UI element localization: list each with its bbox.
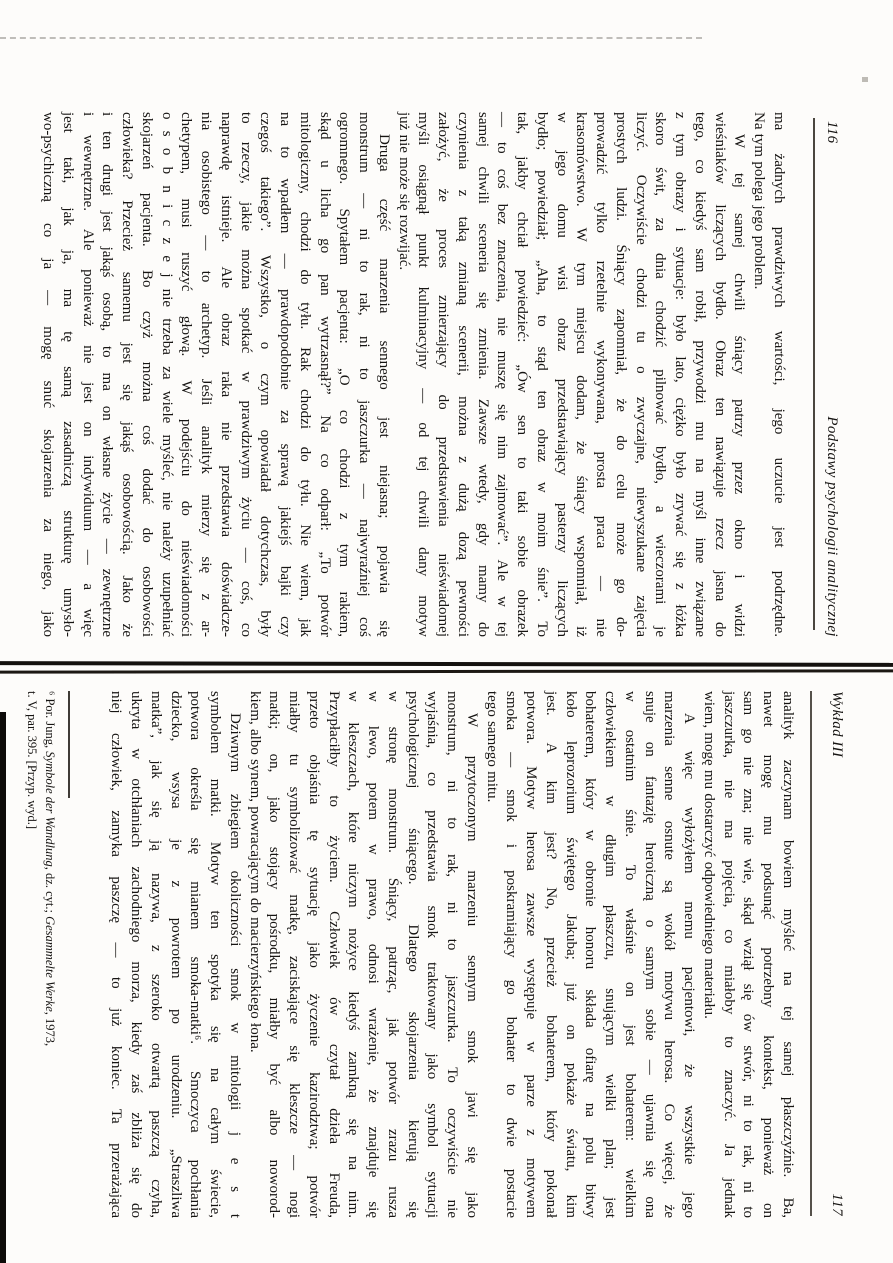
text-line: wyjaśnia, co przedstawia smok traktowany jako symbol sytuacji <box>424 691 441 1218</box>
footnote-line: t. V, par. 395. [Przyp. wyd.] <box>25 691 39 830</box>
text-line: niej człowiek, zamyka paszczę — to już koniec. Ta przerażająca <box>108 691 125 1218</box>
text-line: człowiekiem w długim płaszczu, snującym wielki plan; jest <box>602 691 619 1218</box>
text-line: jest taki, jak ja, ma tę samą zasadniczą strukturę umysło- <box>60 112 76 637</box>
text-line: prostych ludzi. Śniący zapomniał, że do celu może go do- <box>613 112 629 637</box>
text-line: Dziwnym zbiegiem okoliczności smok w mitologii j e s t <box>227 713 243 1218</box>
text-line: mitologiczny, chodzi do tyłu. Rak chodzi do tyłu. Nie wiem, jak <box>297 112 313 637</box>
text-line: snuje on fantazję heroiczną o samym sobie — ujawnia się ona <box>641 691 658 1218</box>
text-line: W tej samej chwili śniący patrzy przez okno i widzi <box>731 134 748 637</box>
text-line: założyć, że proces zmierzający do przedstawienia nieświadomej <box>435 112 452 637</box>
text-line: symbolem matki. Motyw ten spotyka się na całym świecie, <box>207 691 224 1218</box>
text-line: sam go nie zna; nie wie, skąd wziął się ów stwór, ni to rak, ni to <box>740 691 757 1218</box>
text-line: ukryta w otchłaniach zachodniego morza, kiedy zaś zbliża się do <box>128 691 145 1218</box>
text-line: bohaterem, który w obronie honoru składa ofiarę na polu bitwy <box>582 691 599 1218</box>
page-116-body <box>38 112 789 637</box>
book-edge-black-bar <box>0 712 6 1263</box>
header-rule-117 <box>810 691 812 1216</box>
text-line: myśli osiągnął punkt kulminacyjny — od tej chwili dany motyw <box>415 112 432 637</box>
text-line: w ostatnim śnie. To właśnie on jest bohaterem: wielkim <box>622 691 638 1218</box>
text-line: i ten drugi jest jakąś osobą, to ma on własne życie — zewnętrzne <box>99 112 116 637</box>
text-line: czegoś takiego”. Wszystko, o czym opowiadał dotychczas, były <box>257 112 274 637</box>
text-line: A więc wyłożyłem memu pacjentowi, że wszystkie jego <box>681 713 698 1218</box>
page-number-116: 116 <box>824 121 840 144</box>
text-line: marzenia senne osnute są wokół motywu herosa. Co więcej, że <box>661 691 678 1218</box>
text-line: miałby tu symbolizować matkę, zaciskające się kleszcze — nogi <box>286 691 303 1218</box>
text-line: tego, co kiedyś sam robił, przywodzi mu na myśl inne związane <box>692 112 708 637</box>
text-line: nawet mogę mu podsunąć potrzebny kontekst, ponieważ on <box>760 691 777 1218</box>
text-line: krasomówstwo. W tym miejscu dodam, że śniący wspomniał, iż <box>573 112 590 637</box>
footnote-line: ⁶ Por. Jung, Symbole der Wandlung, dz. cyt.; Gesammelte Werke, 1973, <box>43 691 57 1047</box>
text-line: potwora. Motyw herosa zawsze występuje w parze z motywem <box>523 691 540 1218</box>
text-line: dziecko, wsysa je z powrotem po urodzeniu. „Straszliwa <box>167 691 184 1218</box>
text-line: przeto objaśnia tę sytuację jako życzenie kazirodztwa; potwór <box>306 691 322 1218</box>
text-line: Na tym polega jego problem. <box>751 112 768 290</box>
text-line: naprawdę istnieje. Ale obraz raka nie przedstawia doświadcze- <box>218 112 234 637</box>
text-line: kiem, albo synem, powracającym do macierzyńskiego łona. <box>246 691 263 1053</box>
footnote-rule <box>68 691 70 798</box>
text-line: wo-psychiczną co ja — mogę snuć skojarzenia za niego, jako <box>40 112 57 637</box>
page-117-running-head <box>823 691 845 1218</box>
text-line: wiem, mogę mu dostarczyć odpowiedniego materiału. <box>701 691 717 1019</box>
text-line: czynienia z taką zmianą scenerii, można z dużą dozą pewności <box>455 112 471 637</box>
text-line: ogromnego. Spytałem pacjenta: „O co chodzi z tym rakiem, <box>336 112 353 637</box>
page-116-running-head <box>818 112 840 637</box>
text-line: smoka — smok i poskramiający go bohater to dwie postacie <box>503 691 520 1218</box>
text-line: i wewnętrzne. Ale ponieważ nie jest on indywiduum — a więc <box>79 112 96 637</box>
text-line: w stronę monstrum. Śniący, patrząc, jak potwór zrazu rusza <box>385 691 401 1218</box>
text-line: z tym obrazy i sytuacje: było lato, ciężko było zrywać się z łóżka <box>672 112 689 637</box>
page-number-117: 117 <box>829 1193 845 1216</box>
text-line: liczyć. Oczywiście chodzi tu o zwyczajne, niewyszukane zajęcia <box>632 112 649 637</box>
text-line: ma żadnych prawdziwych wartości, jego uczucie jest podrzędne. <box>771 112 787 637</box>
page-edge-shadow-line-2 <box>0 669 893 673</box>
text-line: to rzeczy, jakie można spotkać w prawdziwym życiu — coś, co <box>237 112 254 637</box>
running-title-left: Podstawy psychologii analitycznej <box>824 416 840 637</box>
footnote <box>23 691 59 1218</box>
text-line: już nie może się rozwijać. <box>395 112 412 271</box>
page-116 <box>34 112 840 637</box>
text-line: o s o b n i c z e j nie trzeba za wiele myśleć, nie należy uzupełniać <box>158 112 175 637</box>
text-line: jest. A kim jest? No, przecież bohaterem, który pokonał <box>543 691 559 1218</box>
text-line: potwora określa się mianem smoka-matki⁶. Smoczyca pochłania <box>187 691 204 1218</box>
text-line: analityk zaczynam bowiem myśleć na tej samej płaszczyźnie. Ba, <box>780 691 796 1218</box>
text-line: matka”, jak się ją nazywa, z szeroko otwartą paszczą czyha, <box>148 691 164 1218</box>
text-line: skoro świt, za dnia chodzić pilnować bydło, a wieczorami je <box>652 112 669 637</box>
text-line: samej chwili sceneria się zmienia. Zawsze wtedy, gdy mamy do <box>474 112 491 637</box>
text-line: w jego domu wisi obraz przedstawiający pasterzy liczących <box>553 112 570 637</box>
text-line: Druga część marzenia sennego jest niejasna; pojawia się <box>376 134 392 637</box>
text-line: wieśniaków liczących bydło. Obraz ten nawiązuje rzecz jasna do <box>711 112 728 637</box>
page-117-body <box>106 691 797 1218</box>
scan-speck <box>862 77 868 82</box>
text-line: monstrum — ni to rak, ni to jaszczurka — najwyraźniej coś <box>356 112 373 637</box>
text-line: jaszczurka, nie ma pojęcia, co miałoby to znaczyć. Ja jednak <box>720 691 737 1218</box>
text-line: w kleszczach, które niczym nożyce kiedyś zamkną się na nim. <box>345 691 362 1218</box>
text-line: tak, jakby chciał powiedzieć: „Ów sen to taki sobie obrazek <box>514 112 531 637</box>
page-117 <box>15 691 845 1218</box>
text-line: prowadzić tylko rzetelnie wykonywana, prosta praca — nie <box>593 112 610 637</box>
text-line: tego samego mitu. <box>483 691 500 803</box>
text-line: na to wpadłem — prawdopodobnie za sprawą jakiejś bajki czy <box>277 112 294 637</box>
header-rule-116 <box>813 118 815 630</box>
text-line: chetypem, musi ruszyć głową. W podejściu do nieświadomości <box>178 112 195 637</box>
running-title-right: Wykład III <box>829 691 845 758</box>
page-edge-shadow-line <box>0 661 893 667</box>
text-line: koło leprozorium świętego Jakuba; już on pokaże światu, kim <box>562 691 579 1218</box>
text-line: psychologicznej śniącego. Dlatego skojarzenia kierują się <box>404 691 421 1218</box>
text-line: — to coś bez znaczenia, nie muszę się nim zajmować”. Ale w tej <box>494 112 511 637</box>
text-line: nia osobistego — to archetyp. Jeśli analityk mierzy się z ar- <box>198 112 215 637</box>
text-line: W przytoczonym marzeniu sennym smok jawi się jako <box>464 713 480 1218</box>
text-line: skojarzeń pacjenta. Bo czyż można coś dodać do osobowości <box>139 112 155 637</box>
text-line: w lewo, potem w prawo, odnosi wrażenie, że znajduje się <box>365 691 382 1218</box>
text-line: matki; on, jako stojący pośrodku, miałby być albo noworod- <box>266 691 283 1218</box>
text-line: człowieka? Przecież samemu jest się jakąś osobowością. Jako że <box>119 112 136 637</box>
text-line: skąd u licha go pan wytrzasnął?” Na co odparł: „To potwór <box>316 112 333 637</box>
text-line: bydło; powiedział; „Aha, to stąd ten obraz w moim śnie”. To <box>534 112 550 637</box>
text-line: Przypłaciłby to życiem. Człowiek ów czytał dzieła Freuda, <box>325 691 342 1218</box>
text-line: monstrum, ni to rak, ni to jaszczurka. To oczywiście nie <box>444 691 461 1218</box>
scan-dashed-artifact-line <box>0 37 702 39</box>
